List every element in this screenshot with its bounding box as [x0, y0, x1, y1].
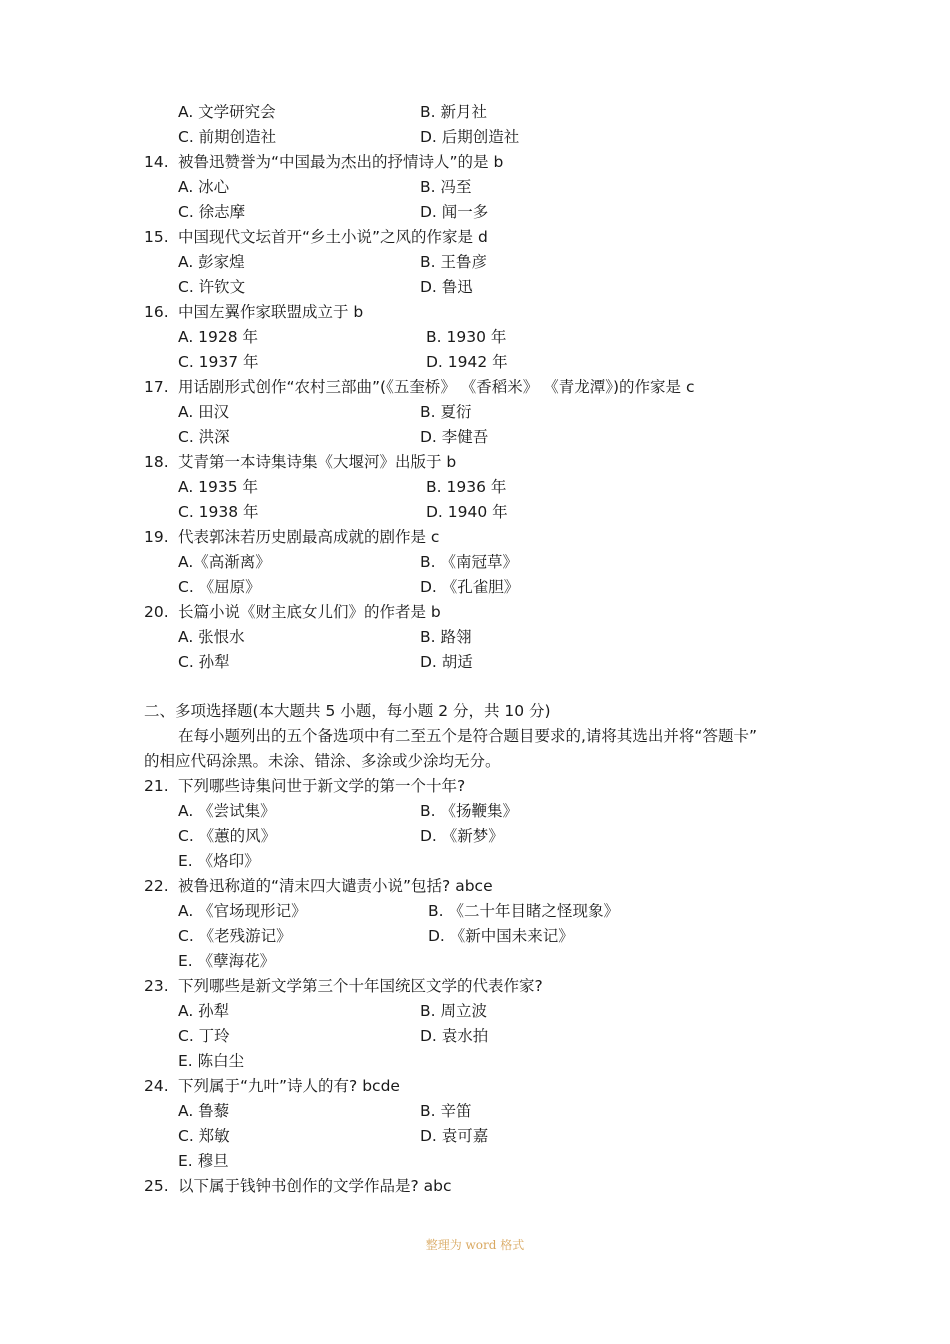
option-d: D. 李健吾	[420, 428, 489, 446]
option-row	[0, 1024, 950, 1049]
option-a: A. 田汉	[178, 403, 230, 421]
option-row	[0, 899, 950, 924]
option-b: B. 《扬鞭集》	[420, 802, 518, 820]
option-c: C. 孙犁	[178, 653, 230, 671]
question-19	[0, 525, 950, 550]
question-number: 14.	[144, 153, 169, 171]
option-row	[0, 325, 950, 350]
option-row	[0, 650, 950, 675]
question-number: 19.	[144, 528, 169, 546]
option-row	[0, 500, 950, 525]
option-c: C. 前期创造社	[178, 128, 277, 146]
option-row	[0, 1049, 950, 1074]
option-a: A. 彭家煌	[178, 253, 245, 271]
option-row	[0, 350, 950, 375]
option-row	[0, 1149, 950, 1174]
question-text: 长篇小说《财主底女儿们》的作者是 b	[178, 603, 441, 621]
question-14	[0, 150, 950, 175]
option-row	[0, 924, 950, 949]
option-c: C. 《屈原》	[178, 578, 261, 596]
option-a: A. 《尝试集》	[178, 802, 276, 820]
question-text: 下列属于“九叶”诗人的有? bcde	[178, 1077, 400, 1095]
option-row	[0, 1124, 950, 1149]
option-b: B. 路翎	[420, 628, 472, 646]
question-text: 用话剧形式创作“农村三部曲”(《五奎桥》 《香稻米》 《青龙潭》)的作家是 c	[178, 378, 695, 396]
option-a: A. 鲁藜	[178, 1102, 230, 1120]
question-number: 17.	[144, 378, 169, 396]
option-c: C. 徐志摩	[178, 203, 246, 221]
option-c: C. 郑敏	[178, 1127, 230, 1145]
instruction-line-2: 的相应代码涂黑。未涂、错涂、多涂或少涂均无分。	[144, 752, 501, 770]
option-c: C. 许钦文	[178, 278, 246, 296]
option-b: B. 新月社	[420, 103, 487, 121]
option-e: E. 陈白尘	[178, 1052, 245, 1070]
option-d: D. 1942 年	[426, 353, 508, 371]
option-row	[0, 575, 950, 600]
option-b: B. 冯至	[420, 178, 472, 196]
question-text: 被鲁迅称道的“清末四大谴责小说”包括? abce	[178, 877, 493, 895]
option-row	[0, 175, 950, 200]
option-c: C. 《蕙的风》	[178, 827, 277, 845]
question-23	[0, 974, 950, 999]
option-c: C. 《老残游记》	[178, 927, 292, 945]
option-a: A.《高渐离》	[178, 553, 271, 571]
option-c: C. 丁玲	[178, 1027, 230, 1045]
question-text: 中国现代文坛首开“乡土小说”之风的作家是 d	[178, 228, 488, 246]
question-number: 24.	[144, 1077, 169, 1095]
option-row	[0, 799, 950, 824]
option-a: A. 冰心	[178, 178, 230, 196]
question-number: 23.	[144, 977, 169, 995]
option-d: D. 闻一多	[420, 203, 489, 221]
question-text: 下列哪些诗集问世于新文学的第一个十年?	[178, 777, 466, 795]
option-c: C. 1938 年	[178, 503, 259, 521]
question-22	[0, 874, 950, 899]
question-text: 被鲁迅赞誉为“中国最为杰出的抒情诗人”的是 b	[178, 153, 504, 171]
option-b: B. 1936 年	[426, 478, 507, 496]
question-20	[0, 600, 950, 625]
option-e: E. 《烙印》	[178, 852, 260, 870]
question-16	[0, 300, 950, 325]
option-e: E. 《孽海花》	[178, 952, 276, 970]
question-25	[0, 1174, 950, 1199]
option-row	[0, 824, 950, 849]
section-2-title: 二、多项选择题(本大题共 5 小题，每小题 2 分，共 10 分)	[144, 702, 551, 720]
option-a: A. 1935 年	[178, 478, 259, 496]
option-row	[0, 849, 950, 874]
option-a: A. 孙犁	[178, 1002, 230, 1020]
section-instructions	[0, 724, 950, 749]
option-row	[0, 275, 950, 300]
option-row	[0, 100, 950, 125]
option-d: D. 袁水拍	[420, 1027, 489, 1045]
option-b: B. 《二十年目睹之怪现象》	[428, 902, 619, 920]
option-a: A. 文学研究会	[178, 103, 276, 121]
section-instructions	[0, 749, 950, 774]
option-d: D. 鲁迅	[420, 278, 473, 296]
option-row	[0, 1099, 950, 1124]
question-15	[0, 225, 950, 250]
question-number: 22.	[144, 877, 169, 895]
option-d: D. 《新梦》	[420, 827, 504, 845]
option-d: D. 后期创造社	[420, 128, 520, 146]
question-number: 20.	[144, 603, 169, 621]
option-b: B. 1930 年	[426, 328, 507, 346]
option-e: E. 穆旦	[178, 1152, 229, 1170]
option-d: D. 袁可嘉	[420, 1127, 489, 1145]
option-d: D. 1940 年	[426, 503, 508, 521]
question-text: 艾青第一本诗集诗集《大堰河》出版于 b	[178, 453, 457, 471]
option-row	[0, 400, 950, 425]
option-b: B. 《南冠草》	[420, 553, 518, 571]
option-row	[0, 250, 950, 275]
option-row	[0, 475, 950, 500]
option-c: C. 洪深	[178, 428, 230, 446]
option-d: D. 《孔雀胆》	[420, 578, 520, 596]
option-b: B. 辛笛	[420, 1102, 472, 1120]
question-number: 25.	[144, 1177, 169, 1195]
option-c: C. 1937 年	[178, 353, 259, 371]
option-row	[0, 999, 950, 1024]
option-row	[0, 200, 950, 225]
option-row	[0, 425, 950, 450]
option-a: A. 1928 年	[178, 328, 259, 346]
question-21	[0, 774, 950, 799]
option-row	[0, 550, 950, 575]
question-text: 下列哪些是新文学第三个十年国统区文学的代表作家?	[178, 977, 543, 995]
question-number: 21.	[144, 777, 169, 795]
question-number: 15.	[144, 228, 169, 246]
question-18	[0, 450, 950, 475]
option-d: D. 胡适	[420, 653, 473, 671]
question-17	[0, 375, 950, 400]
option-b: B. 周立波	[420, 1002, 487, 1020]
question-number: 16.	[144, 303, 169, 321]
question-number: 18.	[144, 453, 169, 471]
instruction-line-1: 在每小题列出的五个备选项中有二至五个是符合题目要求的,请将其选出并将“答题卡”	[178, 727, 757, 745]
option-b: B. 夏衍	[420, 403, 472, 421]
question-text: 代表郭沫若历史剧最高成就的剧作是 c	[178, 528, 440, 546]
option-row	[0, 625, 950, 650]
question-text: 以下属于钱钟书创作的文学作品是? abc	[178, 1177, 452, 1195]
option-a: A. 张恨水	[178, 628, 245, 646]
question-text: 中国左翼作家联盟成立于 b	[178, 303, 364, 321]
question-24	[0, 1074, 950, 1099]
option-row	[0, 949, 950, 974]
page-footer: 整理为 word 格式	[425, 1238, 525, 1252]
option-d: D. 《新中国未来记》	[428, 927, 574, 945]
option-b: B. 王鲁彦	[420, 253, 487, 271]
option-row	[0, 125, 950, 150]
section-title	[0, 699, 950, 724]
option-a: A. 《官场现形记》	[178, 902, 307, 920]
